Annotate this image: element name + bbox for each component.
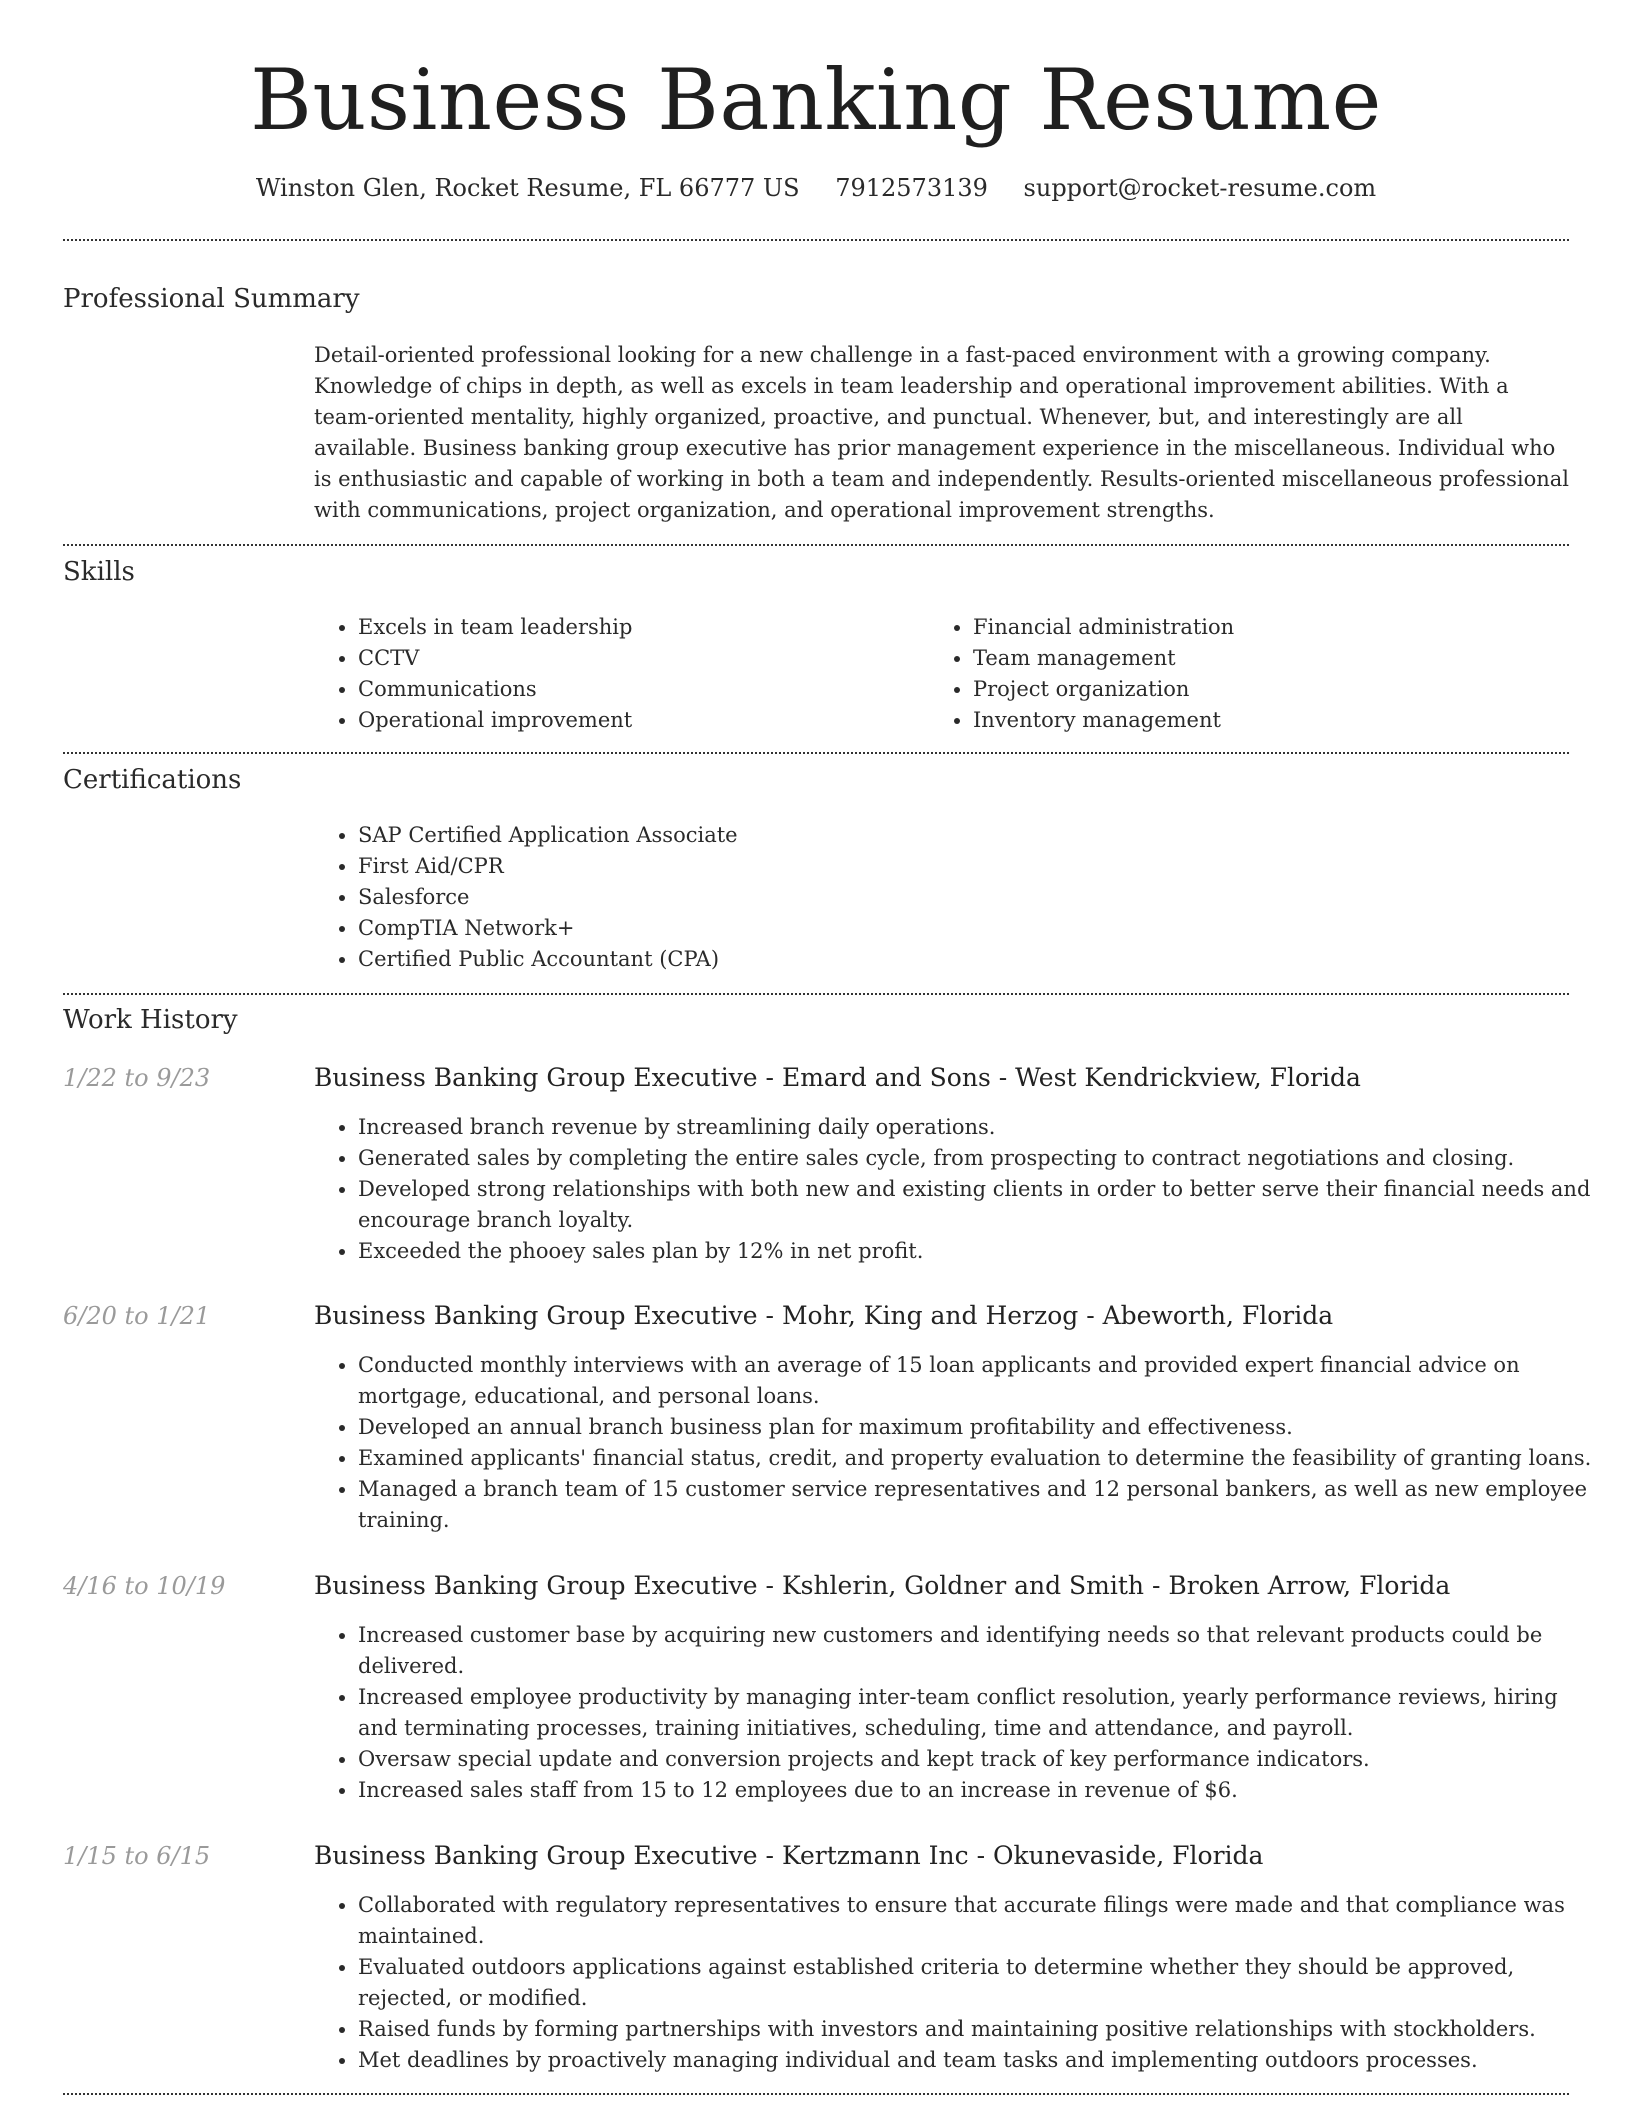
certifications-list: [328, 820, 738, 975]
certification-item: • First Aid/CPR: [358, 851, 738, 882]
contact-line: [0, 172, 1632, 204]
resume-title: Business Banking Resume: [250, 51, 1382, 149]
job-dates: 6/20 to 1/21: [63, 1302, 211, 1330]
job-bullets: [328, 1890, 1598, 2076]
skill-item: • Financial administration: [973, 612, 1234, 643]
section-title-skills: Skills: [63, 557, 135, 587]
skill-item: • CCTV: [358, 643, 632, 674]
job-bullets: [328, 1112, 1598, 1267]
job-bullet: • Managed a branch team of 15 customer service representatives and 12 personal bankers, as well as new employee training.: [358, 1474, 1598, 1536]
skill-item: • Project organization: [973, 674, 1234, 705]
job-heading: Business Banking Group Executive - Emard and Sons - West Kendrickview, Florida: [314, 1063, 1361, 1092]
job-dates: 4/16 to 10/19: [63, 1572, 226, 1600]
job-bullet: • Exceeded the phooey sales plan by 12% in net profit.: [358, 1236, 1598, 1267]
job-bullet: • Developed an annual branch business plan for maximum profitability and effectiveness.: [358, 1412, 1598, 1443]
job-bullet: • Increased employee productivity by managing inter-team conflict resolution, yearly performance reviews, hiring and terminating processes, training initiatives, scheduling, time and attendance, and payroll.: [358, 1682, 1598, 1744]
job-bullet: • Raised funds by forming partnerships with investors and maintaining positive relationships with stockholders.: [358, 2014, 1598, 2045]
section-title-summary: Professional Summary: [63, 284, 360, 314]
divider: [63, 752, 1569, 754]
skill-item: • Team management: [973, 643, 1234, 674]
job-bullet: • Examined applicants' financial status, credit, and property evaluation to determine the feasibility of granting loans.: [358, 1443, 1598, 1474]
skill-item: • Operational improvement: [358, 705, 632, 736]
section-title-work-history: Work History: [63, 1005, 238, 1035]
job-dates: 1/22 to 9/23: [63, 1064, 211, 1092]
job-bullet: • Generated sales by completing the entire sales cycle, from prospecting to contract negotiations and closing.: [358, 1143, 1598, 1174]
divider: [63, 993, 1569, 995]
address: Winston Glen, Rocket Resume, FL 66777 US: [255, 174, 800, 202]
skill-item: • Excels in team leadership: [358, 612, 632, 643]
job-bullet: • Increased branch revenue by streamlining daily operations.: [358, 1112, 1598, 1143]
certification-item: • Salesforce: [358, 882, 738, 913]
job-bullet: • Oversaw special update and conversion projects and kept track of key performance indicators.: [358, 1744, 1598, 1775]
job-dates: 1/15 to 6/15: [63, 1842, 211, 1870]
phone: 7912573139: [835, 174, 988, 202]
divider: [63, 2093, 1569, 2095]
section-title-certifications: Certifications: [63, 765, 242, 795]
skills-list-right: [943, 612, 1234, 736]
job-bullet: • Conducted monthly interviews with an average of 15 loan applicants and provided expert financial advice on mortgage, educational, and personal loans.: [358, 1350, 1598, 1412]
skills-list-left: [328, 612, 632, 736]
job-bullet: • Developed strong relationships with both new and existing clients in order to better serve their financial needs and encourage branch loyalty.: [358, 1174, 1598, 1236]
job-heading: Business Banking Group Executive - Mohr, King and Herzog - Abeworth, Florida: [314, 1301, 1334, 1330]
certification-item: • Certified Public Accountant (CPA): [358, 944, 738, 975]
skill-item: • Communications: [358, 674, 632, 705]
job-bullets: [328, 1620, 1598, 1806]
email: support@rocket-resume.com: [1023, 174, 1377, 202]
job-bullet: • Collaborated with regulatory representatives to ensure that accurate filings were made and that compliance was maintained.: [358, 1890, 1598, 1952]
job-heading: Business Banking Group Executive - Kertzmann Inc - Okunevaside, Florida: [314, 1841, 1264, 1870]
divider: [63, 239, 1569, 241]
certification-item: • CompTIA Network+: [358, 913, 738, 944]
job-bullet: • Evaluated outdoors applications against established criteria to determine whether they should be approved, rejected, or modified.: [358, 1952, 1598, 2014]
skill-item: • Inventory management: [973, 705, 1234, 736]
summary-text: Detail-oriented professional looking for a new challenge in a fast-paced environment with a growing company. Knowledge of chips in depth, as well as excels in team leadership and operational improvement abilities. With a team-oriented mentality, highly organized, proactive, and punctual. Whenever, but, and interestingly are all available. Business banking group executive has prior management experience in the miscellaneous. Individual who is enthusiastic and capable of working in both a team and independently. Results-oriented miscellaneous professional with communications, project organization, and operational improvement strengths.: [314, 343, 1569, 522]
divider: [63, 544, 1569, 546]
job-bullets: [328, 1350, 1598, 1536]
job-bullet: • Increased sales staff from 15 to 12 employees due to an increase in revenue of $6.: [358, 1775, 1598, 1806]
job-bullet: • Met deadlines by proactively managing individual and team tasks and implementing outdoors processes.: [358, 2045, 1598, 2076]
job-bullet: • Increased customer base by acquiring new customers and identifying needs so that relevant products could be delivered.: [358, 1620, 1598, 1682]
certification-item: • SAP Certified Application Associate: [358, 820, 738, 851]
job-heading: Business Banking Group Executive - Kshlerin, Goldner and Smith - Broken Arrow, Florida: [314, 1571, 1451, 1600]
